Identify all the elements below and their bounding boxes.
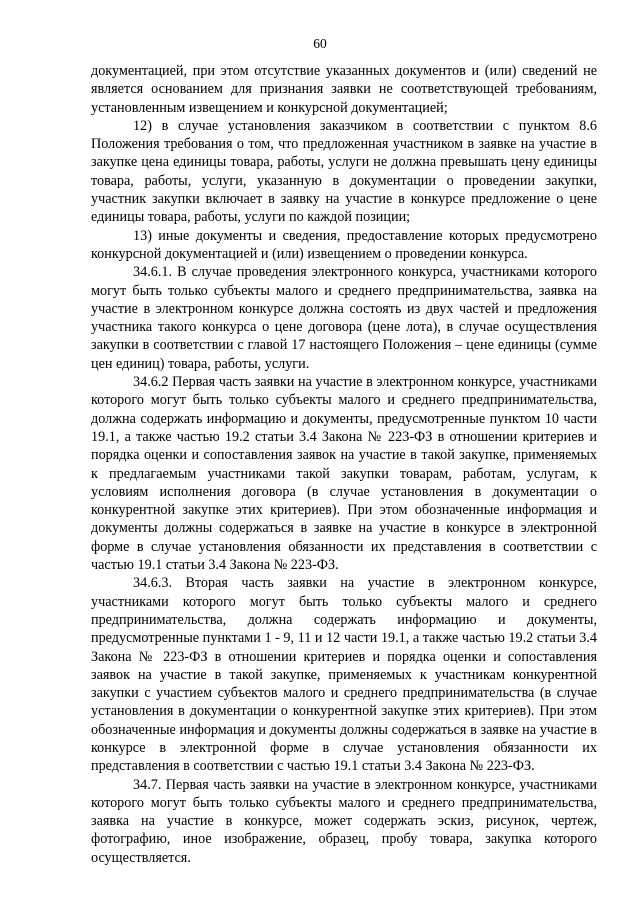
paragraph-item-12: 12) в случае установления заказчиком в соответствии с пунктом 8.6 Положения требования о том, что предложенная участником в заявке на участие в закупке цена единицы товара, работы, услуги не должна превышать цену единицы товара, работы, услуги, указанную в документации о проведении закупки, участник закупки включает в заявку на участие в конкурсе предложение о цене единицы товара, работы, услуги по каждой позиции; [91, 117, 597, 226]
paragraph-34-6-3: 34.6.3. Вторая часть заявки на участие в электронном конкурсе, участниками которого могут быть только субъекты малого и среднего предпринимательства, должна содержать информацию и документы, предусмотренные пунктами 1 - 9, 11 и 12 части 19.1, а также частью 19.2 статьи 3.4 Закона № 223-ФЗ в отношении критериев и порядка оценки и сопоставления заявок на участие в такой закупке, применяемых к участникам конкурентной закупки с участием субъектов малого и среднего предпринимательства (в случае установления в документации о конкурентной закупке этих критериев). При этом обозначенные информация и документы должны содержаться в заявке на участие в конкурсе в электронной форме в случае установления обязанности их представления в соответствии с частью 19.1 статьи 3.4 Закона № 223-ФЗ. [91, 575, 597, 775]
paragraph-item-13: 13) иные документы и сведения, предоставление которых предусмотрено конкурсной документацией и (или) извещением о проведении конкурса. [91, 227, 597, 262]
paragraph-34-6-1: 34.6.1. В случае проведения электронного конкурса, участниками которого могут быть только субъекты малого и среднего предпринимательства, заявка на участие в электронном конкурсе должна состоять из двух частей и предложения участника такого конкурса о цене договора (цене лота), в случае осуществления закупки в соответствии с главой 17 настоящего Положения – цене единицы (сумме цен единиц) товара, работы, услуги. [91, 264, 597, 372]
paragraph-continuation: документацией, при этом отсутствие указанных документов и (или) сведений не является основанием для признания заявки не соответствующей требованиям, установленным извещением и конкурсной документацией; [91, 63, 597, 116]
paragraph-34-6-2: 34.6.2 Первая часть заявки на участие в электронном конкурсе, участниками которого могут быть только субъекты малого и среднего предпринимательства, должна содержать информацию и документы, предусмотренные пунктом 10 части 19.1, а также частью 19.2 статьи 3.4 Закона № 223-ФЗ в отношении критериев и порядка оценки и сопоставления заявок на участие в такой закупке, применяемых к предлагаемым участниками такой закупки товарам, работам, услугам, к условиям исполнения договора (в случае установления в документации о конкурентной закупке этих критериев). При этом обозначенные информация и документы должны содержаться в заявке на участие в конкурсе в электронной форме в случае установления обязанности их представления в соответствии с частью 19.1 статьи 3.4 Закона № 223-ФЗ. [91, 374, 597, 574]
document-body [91, 62, 597, 867]
paragraph-34-7: 34.7. Первая часть заявки на участие в электронном конкурсе, участниками которого могут быть только субъекты малого и среднего предпринимательства, заявка на участие в конкурсе, может содержать эскиз, рисунок, чертеж, фотографию, иное изображение, образец, пробу товара, закупка которого осуществляется. [91, 776, 597, 866]
page-number: 60 [313, 36, 327, 51]
